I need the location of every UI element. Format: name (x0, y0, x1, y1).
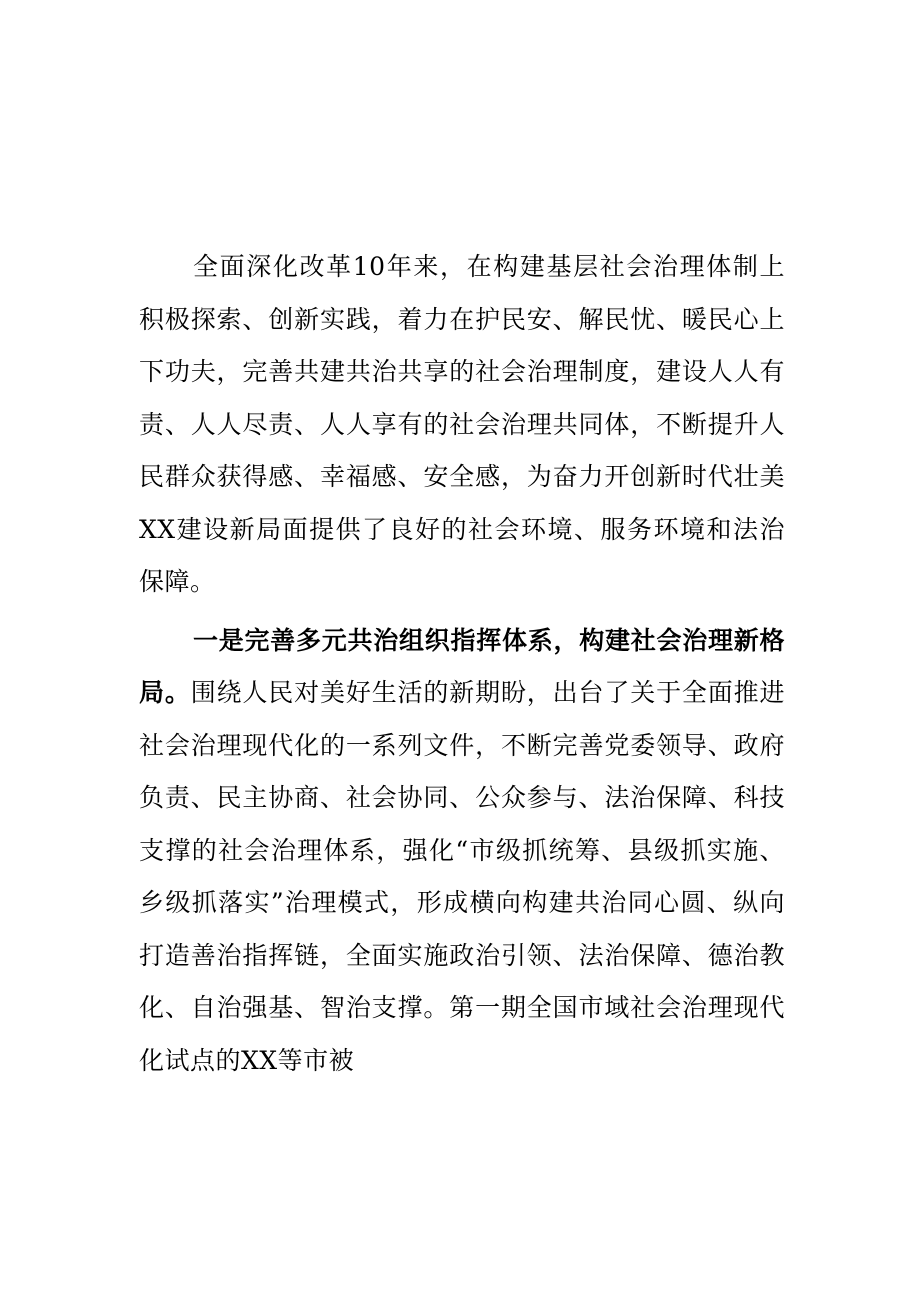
paragraph-intro-text: 全面深化改革10年来，在构建基层社会治理体制上积极探索、创新实践，着力在护民安、解民忧、暖民心上下功夫，完善共建共治共享的社会治理制度，建设人人有责、人人尽责、人人享有的社会治理共同体，不断提升人民群众获得感、幸福感、安全感，为奋力开创新时代壮美XX建设新局面提供了良好的社会环境、服务环境和法治保障。 (139, 252, 785, 596)
paragraph-intro (139, 241, 785, 609)
paragraph-point-one-body: 围绕人民对美好生活的新期盼，出台了关于全面推进社会治理现代化的一系列文件，不断完善党委领导、政府负责、民主协商、社会协同、公众参与、法治保障、科技支撑的社会治理体系，强化“市级抓统筹、县级抓实施、乡级抓落实”治理模式，形成横向构建共治同心圆、纵向打造善治指挥链，全面实施政治引领、法治保障、德治教化、自治强基、智治支撑。第一期全国市域社会治理现代化试点的XX等市被 (139, 678, 785, 1075)
document-body (139, 241, 785, 1087)
paragraph-point-one-heading: 一是完善多元共治组织指挥体系，构建社会治理新格局。 (139, 625, 785, 707)
paragraph-point-one (139, 615, 785, 1088)
